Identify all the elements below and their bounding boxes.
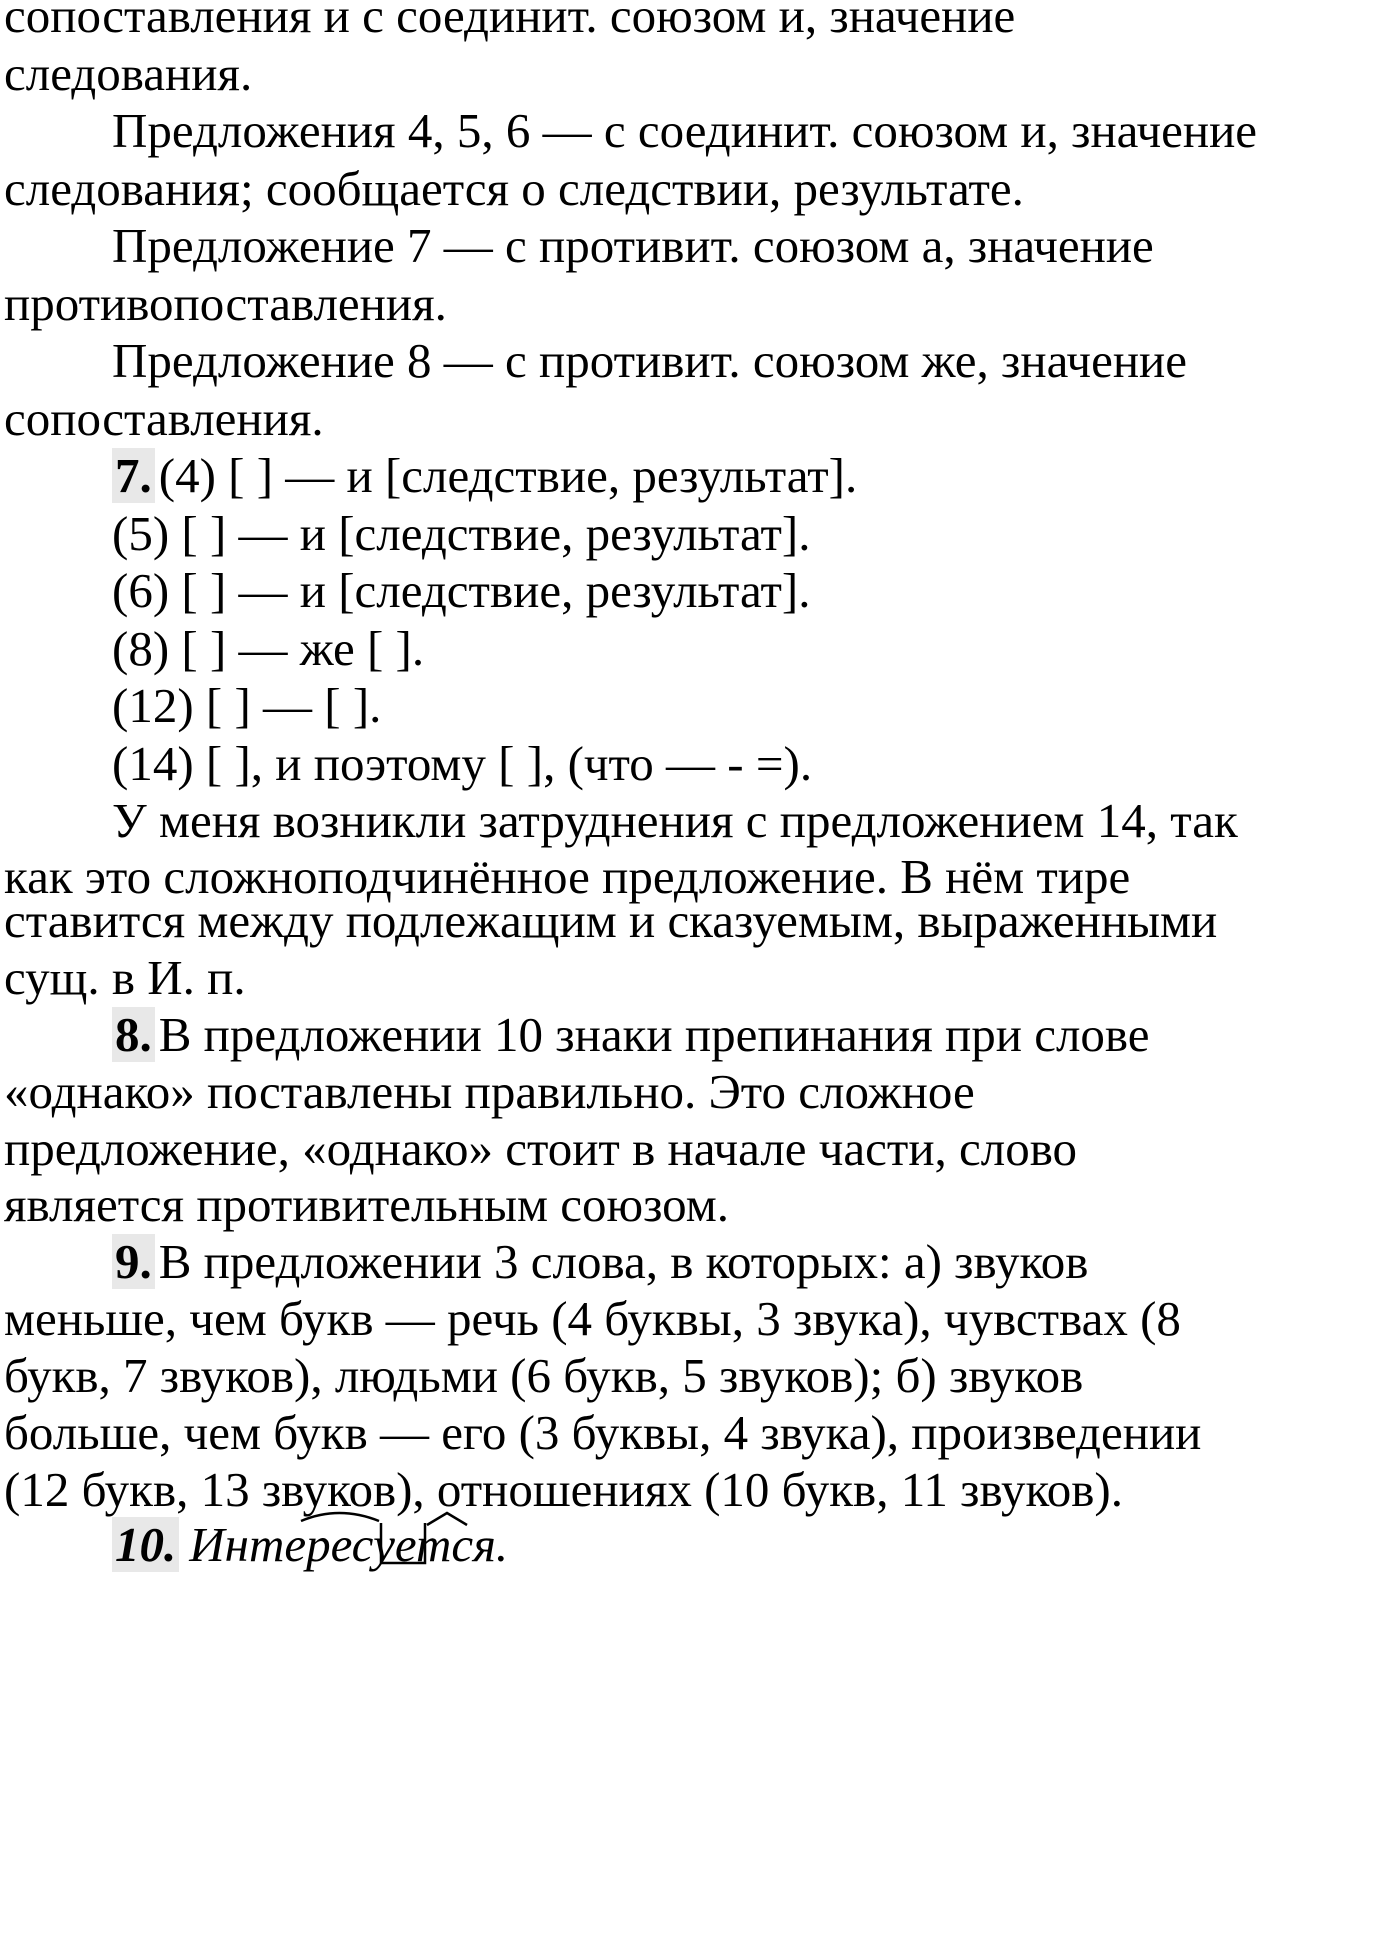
word-text: Интересуется. (189, 1517, 509, 1572)
text-line: следования; сообщается о следствии, результате. (4, 161, 1024, 216)
text-line: Предложения 4, 5, 6 — с соединит. союзом и, значение (112, 103, 1258, 158)
text-line: противопоставления. (4, 276, 447, 331)
scheme-line: (5) [ ] — и [следствие, результат]. (112, 506, 811, 561)
text-line: больше, чем букв — его (3 буквы, 4 звука), произведении (4, 1405, 1202, 1460)
scheme-line: (8) [ ] — же [ ]. (112, 621, 425, 676)
text-line: как это сложноподчинённое предложение. В нём тире (4, 849, 1131, 904)
text-line: букв, 7 звуков), людьми (6 букв, 5 звуков); б) звуков (4, 1348, 1084, 1403)
text-segment: В предложении 10 знаки препинания при слове (158, 1007, 1150, 1062)
text-segment: В предложении 3 слова, в которых: а) звуков (158, 1234, 1089, 1289)
text-line: сопоставления и с соединит. союзом и, значение (4, 0, 1016, 43)
text-line: У меня возникли затруднения с предложением 14, так (112, 793, 1238, 848)
text-line: предложение, «однако» стоит в начале части, слово (4, 1121, 1078, 1176)
scheme-line: (14) [ ], и поэтому [ ], (что — - =). (112, 736, 813, 791)
morpheme-word (189, 1517, 508, 1572)
text-line: Предложение 7 — с противит. союзом а, значение (112, 218, 1154, 273)
scheme-line: (6) [ ] — и [следствие, результат]. (112, 563, 811, 618)
task-number: 7. (112, 448, 155, 503)
text-line: меньше, чем букв — речь (4 буквы, 3 звука), чувствах (8 (4, 1291, 1181, 1346)
task-9-first-line (112, 1233, 1088, 1291)
text-line: сопоставления. (4, 391, 324, 446)
scheme-line: (12) [ ] — [ ]. (112, 678, 382, 733)
text-line: является противительным союзом. (4, 1177, 729, 1232)
task-10-line (112, 1516, 508, 1574)
text-line: сущ. в И. п. (4, 950, 246, 1005)
text-line: ставится между подлежащим и сказуемым, выраженными (4, 893, 1218, 948)
text-line: Предложение 8 — с противит. союзом же, значение (112, 333, 1188, 388)
task-number: 8. (112, 1007, 155, 1062)
scheme-line: (4) [ ] — и [следствие, результат]. (158, 448, 858, 503)
task-8-first-line (112, 1006, 1150, 1064)
text-line: «однако» поставлены правильно. Это сложное (4, 1064, 975, 1119)
text-line: (12 букв, 13 звуков), отношениях (10 букв, 11 звуков). (4, 1462, 1123, 1517)
task-number: 9. (112, 1234, 155, 1289)
text-line: следования. (4, 46, 253, 101)
task-number: 10. (112, 1517, 179, 1572)
task-7-first-line (112, 447, 857, 505)
